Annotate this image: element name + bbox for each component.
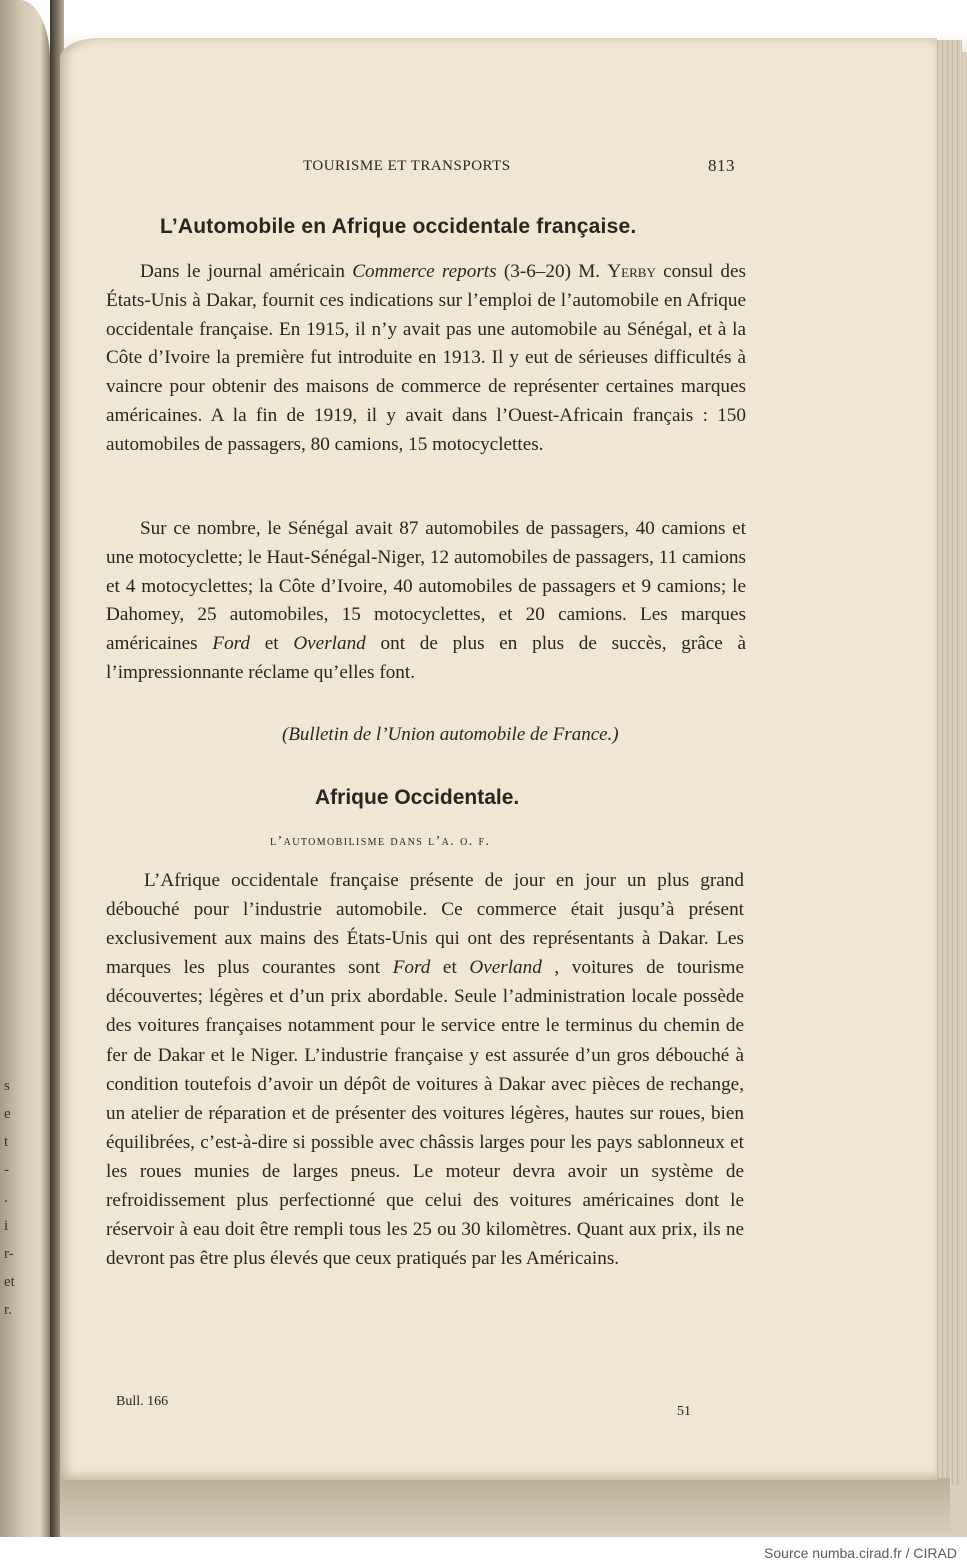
footer-bulletin-number: Bull. 166 (116, 1394, 169, 1409)
brand-name: Ford (212, 633, 251, 655)
person-name: Yerby (607, 261, 656, 282)
source-credit: Source numba.cirad.fr / CIRAD (764, 1545, 957, 1561)
left-page-fragment: et (4, 1274, 15, 1290)
left-page-fragment: t (4, 1134, 9, 1150)
left-page-edge (0, 0, 50, 1537)
article-paragraph: L’Afrique occidentale française présente de jour en jour un plus grand débouché pour l’industrie automobile. Ce commerce était jusqu’à présent exclusivement aux mains des États-Unis qui ont des représentants à Dakar. Les marques les plus courantes sont Ford et Overland , voitures de tourisme découvertes; légères et d’un prix abordable. Seule l’administration locale possède des voitures françaises notamment pour le service entre le terminus du chemin de fer de Dakar et le Niger. L’industrie française y est assurée d’un gros débouché à condition toutefois d’avoir un dépôt de voitures à Dakar avec pièces de rechange, un atelier de réparation et de présenter des voitures légères, hautes sur roues, bien équilibrées, c’est-à-dire si possible avec châssis larges pour les pays sablonneux et les roues munies de larges pneus. Le moteur devra avoir un système de refroidissement plus perfectionné que celui des voitures américaines dont le réservoir à eau doit être rempli tous les 25 ou 30 kilomètres. Quant aux prix, ils ne devront pas être plus élevés que ceux pratiqués par les Américains. (106, 870, 744, 1270)
brand-name: Ford (392, 957, 431, 979)
article-title: L’Automobile en Afrique occidentale française. (160, 215, 637, 238)
page-number: 813 (708, 156, 735, 175)
page-stack-edges (934, 40, 962, 1485)
journal-name: Commerce reports (352, 261, 497, 282)
left-page-fragment: i (4, 1218, 9, 1234)
left-page-fragment: . (4, 1190, 8, 1206)
brand-name: Overland (293, 633, 366, 655)
article-paragraph: Dans le journal américain Commerce reports (3-6–20) M. Yerby consul des États-Unis à Dakar, fournit ces indications sur l’emploi de l’automobile en Afrique occidentale française. En 1915, il n’y avait pas une automobile au Sénégal, et à la Côte d’Ivoire la première fut introduite en 1913. Il y eut de sérieuses difficultés à vaincre pour obtenir des maisons de commerce de représenter certaines marques américaines. A la fin de 1919, il y avait dans l’Ouest-Africain français : 150 automobiles de passagers, 80 camions, 15 motocyclettes. (106, 261, 746, 455)
article-subtitle: l’automobilisme dans l’a. o. f. (270, 834, 491, 849)
article-title: Afrique Occidentale. (315, 786, 520, 809)
running-head-title: TOURISME ET TRANSPORTS (303, 158, 511, 174)
left-page-fragment: r- (4, 1246, 14, 1262)
page-bottom-shadow (60, 1478, 950, 1537)
left-page-fragment: - (4, 1162, 9, 1178)
article-source: (Bulletin de l’Union automobile de France.) (282, 724, 619, 745)
article-paragraph: Sur ce nombre, le Sénégal avait 87 automobiles de passagers, 40 camions et une motocyclette; le Haut-Sénégal-Niger, 12 automobiles de passagers, 11 camions et 4 motocyclettes; la Côte d’Ivoire, 40 automobiles de passagers et 9 camions; le Dahomey, 25 automobiles, 15 motocyclettes, et 20 camions. Les marques américaines Ford et Overland ont de plus en plus de succès, grâce à l’impressionnante réclame qu’elles font. (106, 518, 746, 683)
footer-signature-mark: 51 (677, 1404, 691, 1419)
brand-name: Overland (469, 957, 542, 979)
left-page-fragment: r. (4, 1302, 12, 1318)
left-page-fragment: s (4, 1078, 10, 1094)
left-page-fragment: e (4, 1106, 11, 1122)
